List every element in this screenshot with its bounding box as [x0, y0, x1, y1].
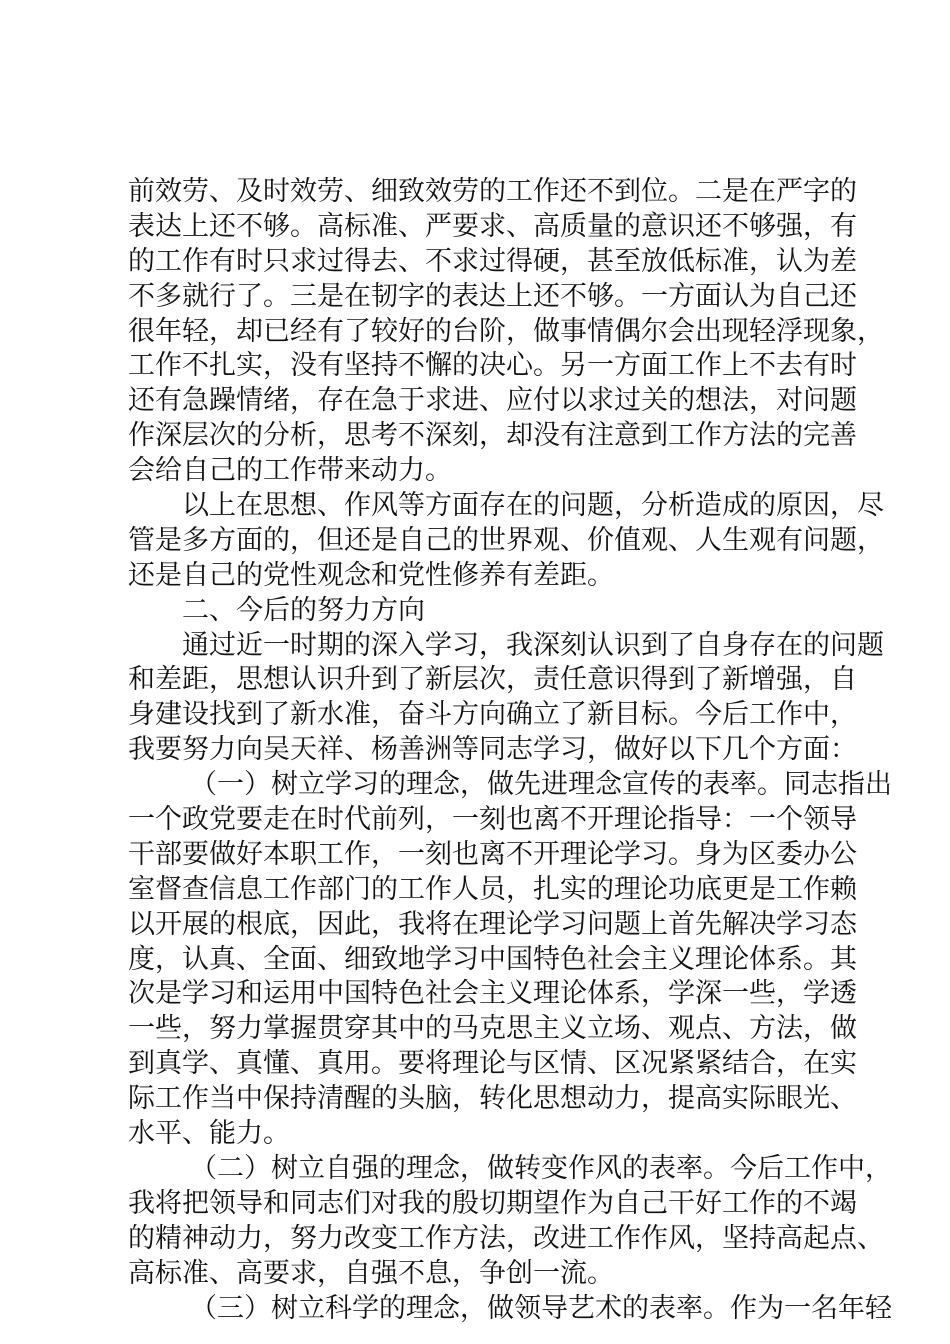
paragraph-start-line: （二）树立自强的理念，做转变作风的表率。今后工作中， — [190, 1152, 892, 1184]
section-heading: 二、今后的努力方向 — [182, 594, 425, 626]
text-line: 室督查信息工作部门的工作人员，扎实的理论功底更是工作赖 — [128, 873, 857, 905]
text-line: 会给自己的工作带来动力。 — [128, 455, 452, 487]
text-line: 次是学习和运用中国特色社会主义理论体系，学深一些，学透 — [128, 978, 857, 1010]
paragraph-start-line: 通过近一时期的深入学习，我深刻认识到了自身存在的问题 — [182, 629, 884, 661]
body-text — [128, 175, 892, 1326]
text-line: 际工作当中保持清醒的头脑，转化思想动力，提高实际眼光、 — [128, 1083, 857, 1115]
text-line: 管是多方面的，但还是自己的世界观、价值观、人生观有问题， — [128, 524, 884, 556]
paragraph-start-line: （三）树立科学的理念，做领导艺术的表率。作为一名年轻 — [190, 1292, 892, 1324]
text-line: 到真学、真懂、真用。要将理论与区情、区况紧紧结合，在实 — [128, 1048, 857, 1080]
text-line: 一些，努力掌握贯穿其中的马克思主义立场、观点、方法，做 — [128, 1013, 857, 1045]
text-line: 高标准、高要求，自强不息，争创一流。 — [128, 1257, 614, 1289]
text-line: 工作不扎实，没有坚持不懈的决心。另一方面工作上不去有时 — [128, 350, 857, 382]
text-line: 表达上还不够。高标准、严要求、高质量的意识还不够强，有 — [128, 210, 857, 242]
text-line: 前效劳、及时效劳、细致效劳的工作还不到位。二是在严字的 — [128, 176, 857, 207]
text-line: 我将把领导和同志们对我的殷切期望作为自己干好工作的不竭 — [128, 1187, 857, 1219]
text-line: 我要努力向吴天祥、杨善洲等同志学习，做好以下几个方面： — [128, 734, 857, 766]
text-line: 不多就行了。三是在韧字的表达上还不够。一方面认为自己还 — [128, 280, 857, 312]
text-line: 还是自己的党性观念和党性修养有差距。 — [128, 559, 614, 591]
paragraph-start-line: （一）树立学习的理念，做先进理念宣传的表率。同志指出 — [190, 769, 892, 801]
text-line: 以开展的根底，因此，我将在理论学习问题上首先解决学习态 — [128, 908, 857, 940]
text-line: 身建设找到了新水准，奋斗方向确立了新目标。今后工作中， — [128, 699, 857, 731]
text-line: 还有急躁情绪，存在急于求进、应付以求过关的想法，对问题 — [128, 385, 857, 417]
text-line: 干部要做好本职工作，一刻也离不开理论学习。身为区委办公 — [128, 838, 857, 870]
text-line: 很年轻，却已经有了较好的台阶，做事情偶尔会出现轻浮现象， — [128, 315, 884, 347]
text-line: 度，认真、全面、细致地学习中国特色社会主义理论体系。其 — [128, 943, 857, 975]
text-line: 作深层次的分析，思考不深刻，却没有注意到工作方法的完善 — [128, 420, 857, 452]
text-line: 水平、能力。 — [128, 1118, 290, 1150]
text-line: 的精神动力，努力改变工作方法，改进工作作风，坚持高起点、 — [128, 1222, 884, 1254]
text-line: 的工作有时只求过得去、不求过得硬，甚至放低标准，认为差 — [128, 245, 857, 277]
text-line: 和差距，思想认识升到了新层次，责任意识得到了新增强，自 — [128, 664, 857, 696]
text-line: 一个政党要走在时代前列，一刻也离不开理论指导：一个领导 — [128, 804, 857, 836]
paragraph-start-line: 以上在思想、作风等方面存在的问题，分析造成的原因，尽 — [182, 490, 884, 522]
